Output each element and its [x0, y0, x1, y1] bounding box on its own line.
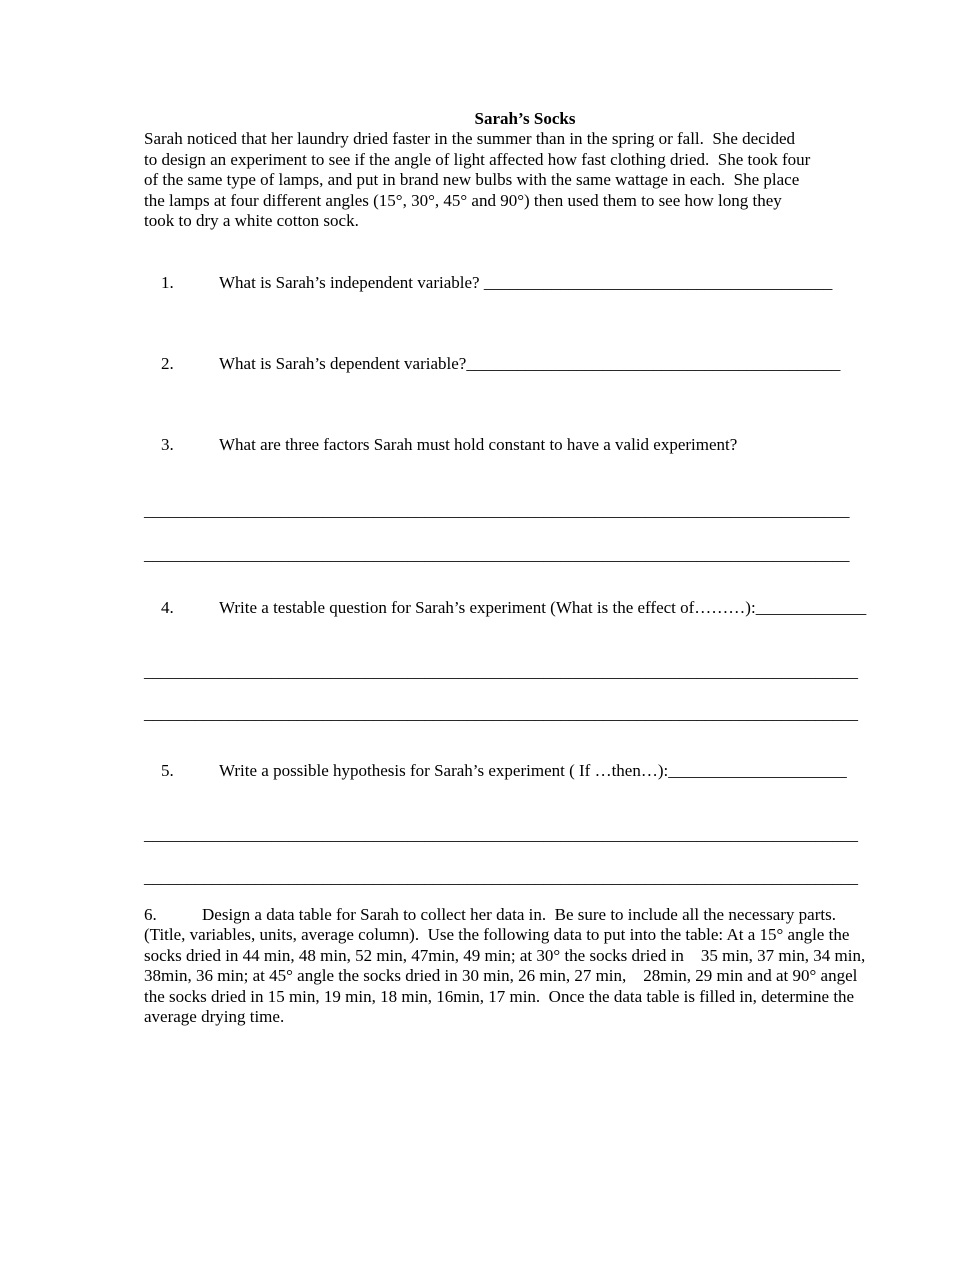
question-4-number: 4.	[161, 598, 174, 618]
intro-line-5: took to dry a white cotton sock.	[144, 211, 359, 231]
answer-line[interactable]: ___________________________________________________________________________________	[144, 501, 850, 521]
question-4-answer-blank[interactable]: _____________	[755, 598, 867, 618]
question-6-line-3: socks dried in 44 min, 48 min, 52 min, 47min, 49 min; at 30° the socks dried in 35 min, 37 min, 34 min,	[144, 945, 866, 965]
question-3-text: What are three factors Sarah must hold constant to have a valid experiment?	[219, 435, 738, 455]
question-1	[144, 252, 979, 313]
intro-line-1: Sarah noticed that her laundry dried faster in the summer than in the spring or fall. She decided	[144, 129, 795, 149]
question-5-answer-blank[interactable]: _____________________	[668, 761, 847, 781]
question-3	[144, 415, 979, 476]
question-2-answer-blank[interactable]: ____________________________________________	[466, 354, 841, 374]
question-5-number: 5.	[161, 761, 174, 781]
question-1-answer-blank[interactable]: _________________________________________	[483, 272, 833, 292]
question-6-line-4: 38min, 36 min; at 45° angle the socks dried in 30 min, 26 min, 27 min, 28min, 29 min and at 90° angel	[144, 966, 858, 986]
answer-line[interactable]: ___________________________________________________________________________________	[144, 544, 850, 564]
question-1-number: 1.	[161, 272, 174, 292]
answer-line[interactable]: ____________________________________________________________________________________	[144, 662, 858, 682]
question-4-text: Write a testable question for Sarah’s experiment (What is the effect of………):	[219, 598, 756, 618]
question-2-text: What is Sarah’s dependent variable?	[219, 354, 467, 374]
answer-line[interactable]: ____________________________________________________________________________________	[144, 825, 858, 845]
intro-line-2: to design an experiment to see if the angle of light affected how fast clothing dried. She took four	[144, 149, 811, 169]
intro-paragraph	[144, 129, 979, 231]
question-6-line-5: the socks dried in 15 min, 19 min, 18 min, 16min, 17 min. Once the data table is filled in, determine the	[144, 986, 855, 1006]
intro-line-4: the lamps at four different angles (15°, 30°, 45° and 90°) then used them to see how long they	[144, 190, 782, 210]
question-3-number: 3.	[161, 435, 174, 455]
question-6	[144, 905, 979, 1027]
question-5	[144, 741, 979, 802]
intro-line-3: of the same type of lamps, and put in brand new bulbs with the same wattage in each. She place	[144, 170, 800, 190]
answer-line[interactable]: ____________________________________________________________________________________	[144, 703, 858, 723]
question-6-line-2: (Title, variables, units, average column). Use the following data to put into the table: At a 15° angle the	[144, 925, 850, 945]
question-6-number: 6.	[144, 904, 157, 924]
question-6-text: Design a data table for Sarah to collect her data in. Be sure to include all the necessary parts.	[202, 904, 836, 924]
question-2-number: 2.	[161, 354, 174, 374]
question-6-line-1	[144, 905, 979, 925]
worksheet-title: Sarah’s Socks	[474, 109, 576, 128]
answer-line[interactable]: ____________________________________________________________________________________	[144, 867, 858, 887]
question-4	[144, 578, 979, 639]
question-1-text: What is Sarah’s independent variable?	[219, 272, 484, 292]
question-2	[144, 334, 979, 395]
question-5-text: Write a possible hypothesis for Sarah’s experiment ( If …then…):	[219, 761, 669, 781]
question-6-line-6: average drying time.	[144, 1007, 285, 1026]
